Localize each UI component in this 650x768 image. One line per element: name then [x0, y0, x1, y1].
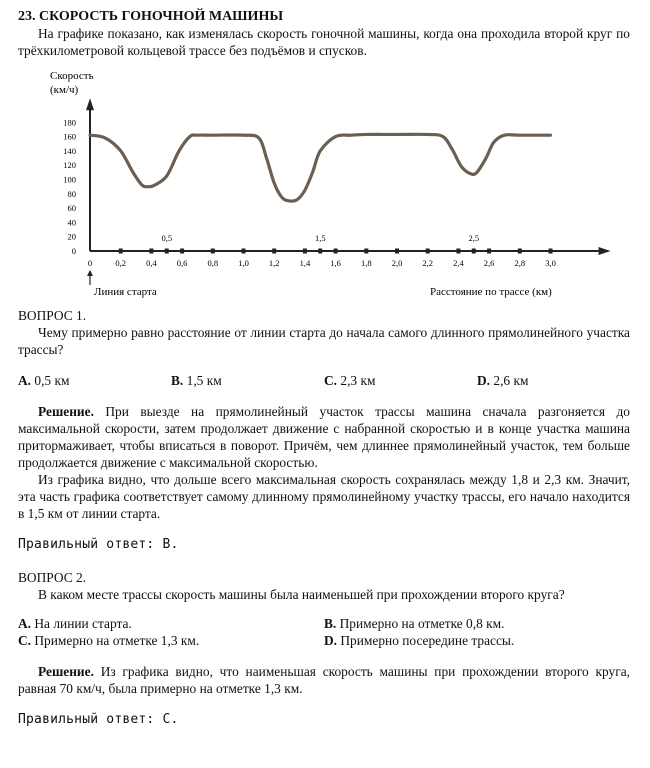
- q1-option-a[interactable]: A. 0,5 км: [18, 373, 70, 388]
- x-tick-label: 2,8: [514, 258, 526, 268]
- x-tick-mark: [303, 249, 307, 254]
- x-tick-label: 0,6: [176, 258, 188, 268]
- x-tick-mark: [242, 249, 246, 254]
- x-tick-label: 2,6: [483, 258, 495, 268]
- marker-label: 2,5: [468, 233, 480, 243]
- x-tick-label: 0,4: [146, 258, 157, 268]
- problem-title: 23. СКОРОСТЬ ГОНОЧНОЙ МАШИНЫ: [18, 9, 284, 24]
- x-tick-label: 1,8: [360, 258, 372, 268]
- x-tick-mark: [426, 249, 430, 254]
- x-tick-label: 1,0: [238, 258, 249, 268]
- x-tick-mark: [549, 249, 553, 254]
- q2-heading: ВОПРОС 2.: [18, 570, 87, 585]
- speed-series-line: [90, 134, 551, 201]
- q1-option-b[interactable]: B. 1,5 км: [171, 373, 222, 388]
- x-tick-mark: [364, 249, 368, 254]
- start-line-arrow-head: [87, 270, 93, 276]
- x-tick-label: 2,4: [453, 258, 464, 268]
- y-tick-label: 100: [63, 174, 76, 185]
- x-tick-label: 0,8: [207, 258, 219, 268]
- y-tick-label: 20: [67, 231, 76, 242]
- x-tick-label: 2,0: [391, 258, 403, 268]
- problem-intro: На графике показано, как изменялась скорость гоночной машины, когда она проходила второй круг по трёхкилометровой кольцевой трассе без подъёмов и спусков.: [18, 26, 630, 58]
- y-tick-label: 140: [63, 145, 76, 156]
- x-tick-mark: [334, 249, 338, 254]
- x-tick-label: 3,0: [545, 258, 556, 268]
- marker-tick: [165, 249, 169, 254]
- q1-solution-2: Из графика видно, что дольше всего максимальная скорость сохранялась между 1,8 и 2,3 км. Значит, эта часть графика соответствует самому длинному прямолинейному участку трассы, его начало находится в 1,5 км от линии старта.: [18, 472, 630, 521]
- y-tick-label: 180: [63, 117, 76, 128]
- x-tick-mark: [211, 249, 215, 254]
- x-tick-label: 1,4: [299, 258, 311, 268]
- q2-option-b[interactable]: B. Примерно на отметке 0,8 км.: [324, 616, 505, 631]
- q2-options: [18, 615, 630, 649]
- x-tick-mark: [149, 249, 153, 254]
- q1-solution: Решение. При выезде на прямолинейный участок трассы машина сначала разгоняется до максимальной скорости, затем продолжает движение с набранной скоростью и в конце участка машина притормаживает, чтобы вписаться в поворот. Причём, чем длиннее прямолинейный участок, тем больше продолжается движение с максимальной скоростью.: [18, 404, 630, 470]
- problem-page: [18, 8, 630, 728]
- q1-heading: ВОПРОС 1.: [18, 308, 87, 323]
- y-axis-label: Скорость: [50, 70, 94, 82]
- x-tick-mark: [180, 249, 184, 254]
- start-line-label: Линия старта: [94, 286, 157, 298]
- x-tick-label: 0: [87, 258, 93, 268]
- q2-text: В каком месте трассы скорость машины была наименьшей при прохождении второго круга?: [38, 587, 565, 602]
- x-tick-mark: [518, 249, 522, 254]
- y-axis-unit: (км/ч): [50, 84, 79, 96]
- q1-options: [18, 372, 630, 389]
- y-tick-label: 80: [67, 188, 76, 199]
- q1-option-c[interactable]: C. 2,3 км: [324, 373, 376, 388]
- q1-answer: Правильный ответ: B.: [18, 537, 179, 552]
- y-tick-label: 120: [63, 160, 76, 171]
- x-tick-mark: [395, 249, 399, 254]
- speed-chart-svg: [18, 63, 630, 303]
- marker-tick: [472, 249, 476, 254]
- y-axis-arrow: [86, 98, 94, 110]
- y-tick-label: 160: [63, 131, 76, 142]
- x-tick-label: 2,2: [422, 258, 434, 268]
- x-tick-mark: [487, 249, 491, 254]
- x-axis-arrow: [599, 247, 611, 255]
- q2-option-a[interactable]: A. На линии старта.: [18, 616, 132, 631]
- x-tick-mark: [456, 249, 460, 254]
- q2-answer: Правильный ответ: C.: [18, 712, 179, 727]
- x-tick-label: 1,2: [268, 258, 280, 268]
- x-tick-label: 0,2: [115, 258, 127, 268]
- y-tick-label: 0: [71, 246, 76, 256]
- x-tick-label: 1,6: [330, 258, 341, 268]
- x-axis-label: Расстояние по трассе (км): [430, 286, 552, 298]
- y-tick-label: 60: [67, 203, 76, 214]
- x-tick-mark: [119, 249, 123, 254]
- marker-tick: [318, 249, 322, 254]
- q2-option-c[interactable]: C. Примерно на отметке 1,3 км.: [18, 633, 200, 648]
- y-tick-label: 40: [67, 217, 76, 228]
- marker-label: 0,5: [161, 233, 173, 243]
- q1-text: Чему примерно равно расстояние от линии старта до начала самого длинного прямолинейного участка трассы?: [18, 325, 630, 357]
- q2-option-d[interactable]: D. Примерно посередине трассы.: [324, 633, 515, 648]
- x-tick-mark: [272, 249, 276, 254]
- q2-solution: Решение. Из графика видно, что наименьшая скорость машины при прохождении второго круга, равная 70 км/ч, была примерно на отметке 1,3 км.: [18, 664, 630, 696]
- marker-label: 1,5: [314, 233, 326, 243]
- speed-chart: [18, 63, 630, 303]
- q1-option-d[interactable]: D. 2,6 км: [477, 373, 529, 388]
